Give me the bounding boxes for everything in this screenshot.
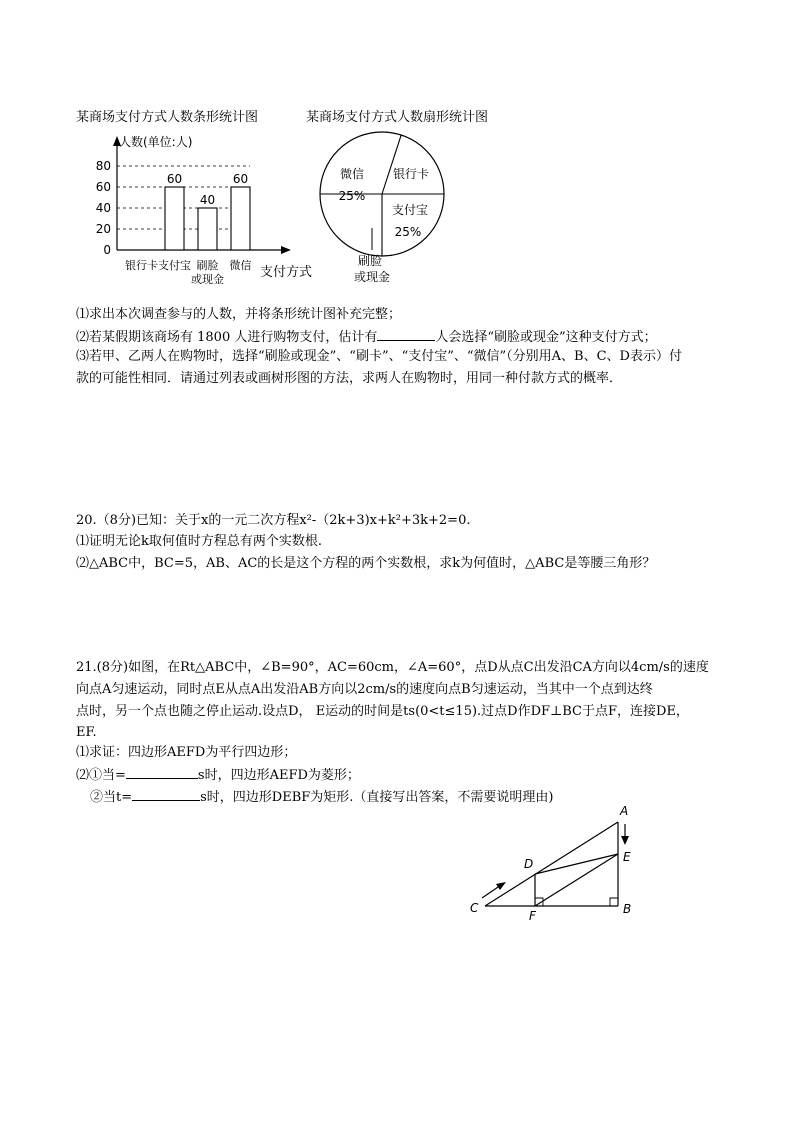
- answer-blank[interactable]: [126, 764, 198, 779]
- bar-value-label: 60: [166, 172, 183, 186]
- slice-label-alipay: 支付宝: [391, 203, 429, 217]
- q21-line1: 21.(8分)如图，在Rt△ABC中，∠B=90°，AC=60cm，∠A=60°，点D从点C出发沿CA方向以4cm/s的速度: [76, 660, 709, 675]
- y-tick-label: 20: [95, 222, 111, 236]
- bar-value-label: 60: [232, 172, 249, 186]
- right-angle-mark-B: [610, 898, 618, 906]
- bar-chart-title: 某商场支付方式人数条形统计图: [76, 110, 259, 125]
- bar-value-label: 40: [199, 193, 216, 207]
- label-E: E: [623, 850, 631, 864]
- segment-DE: [535, 854, 618, 874]
- q19-part2-text-a: ⑵若某假期该商场有 1800 人进行购物支付，估计有: [76, 330, 378, 345]
- answer-blank[interactable]: [377, 326, 435, 341]
- arrow-head-D: [496, 882, 506, 890]
- q19-part2-text-b: 人会选择“刷脸或现金”这种支付方式；: [435, 330, 657, 345]
- segment-CA: [485, 822, 618, 906]
- category-label: 银行卡: [125, 259, 158, 272]
- pie-chart: [318, 128, 458, 293]
- geometry-figure: [465, 800, 645, 925]
- label-A: A: [620, 804, 629, 818]
- slice-value-wechat: 25%: [338, 189, 366, 203]
- category-label: 支付宝: [158, 259, 191, 272]
- label-F: F: [529, 909, 536, 923]
- x-axis-label: 支付方式: [260, 265, 313, 280]
- pie-chart-title: 某商场支付方式人数扇形统计图: [306, 110, 489, 125]
- label-C: C: [470, 901, 479, 915]
- y-tick-label: 40: [95, 201, 111, 215]
- slice-label-bankcard: 银行卡: [392, 167, 430, 181]
- q19-part2: [76, 326, 657, 348]
- q21-part2: [76, 764, 360, 786]
- slice-value-alipay: 25%: [394, 225, 422, 239]
- q21-line3: 点时，另一个点也随之停止运动.设点D， E运动的时间是ts(0<t≤15).过点D作DF⊥BC于点F，连接DE，: [76, 704, 689, 719]
- q21-part3-text-a: ②当t=: [90, 790, 133, 805]
- q20-part1: ⑴证明无论k取何值时方程总有两个实数根.: [76, 534, 323, 549]
- q19-part3-line2: 款的可能性相同．请通过列表或画树形图的方法，求两人在购物时，用同一种付款方式的概率．: [76, 371, 623, 386]
- slice-label-wechat: 微信: [339, 167, 365, 181]
- q19-part1: ⑴求出本次调查参与的人数，并将条形统计图补充完整；: [76, 307, 402, 322]
- y-tick-label: 60: [95, 180, 111, 194]
- bar: [198, 208, 217, 250]
- x-axis-arrow: [281, 246, 291, 254]
- category-label: 刷脸: [196, 259, 219, 272]
- q21-part1: ⑴求证：四边形AEFD为平行四边形；: [76, 745, 297, 760]
- segment-EF: [535, 854, 618, 906]
- label-B: B: [623, 902, 632, 916]
- slice-label-face-or-cash: 或现金: [354, 270, 391, 284]
- slice-label-face-or-cash: 刷脸: [358, 254, 383, 268]
- answer-blank[interactable]: [132, 786, 200, 801]
- label-D: D: [524, 857, 534, 871]
- category-label: 微信: [229, 259, 252, 272]
- y-tick-label: 0: [103, 243, 111, 257]
- y-tick-label: 80: [95, 159, 111, 173]
- bar-chart: [85, 128, 325, 300]
- bar: [165, 187, 184, 250]
- category-label: 或现金: [191, 273, 224, 286]
- y-axis-label: 人数(单位:人): [119, 135, 193, 149]
- q21-part2-text-b: s时，四边形AEFD为菱形；: [197, 768, 360, 783]
- bar: [231, 187, 250, 250]
- q21-part3-text-b: s时，四边形DEBF为矩形.（直接写出答案，不需要说明理由): [200, 790, 554, 805]
- q21-line4: EF.: [76, 725, 97, 740]
- q19-part3-line1: ⑶若甲、乙两人在购物时，选择“刷脸或现金”、“刷卡”、“支付宝”、“微信”（分别用A、B、C、D表示）付: [76, 349, 682, 364]
- q21-line2: 向点A匀速运动，同时点E从点A出发沿AB方向以2cm/s的速度向点B匀速运动，当其中一个点到达终: [76, 682, 653, 697]
- q21-part2-text-a: ⑵①当=: [76, 768, 126, 783]
- q20-heading: 20.（8分)已知：关于x的一元二次方程x²-（2k+3)x+k²+3k+2=0.: [76, 513, 471, 528]
- q20-part2: ⑵△ABC中，BC=5，AB、AC的长是这个方程的两个实数根，求k为何值时，△ABC是等腰三角形？: [76, 556, 656, 571]
- arrow-head-E: [621, 836, 629, 845]
